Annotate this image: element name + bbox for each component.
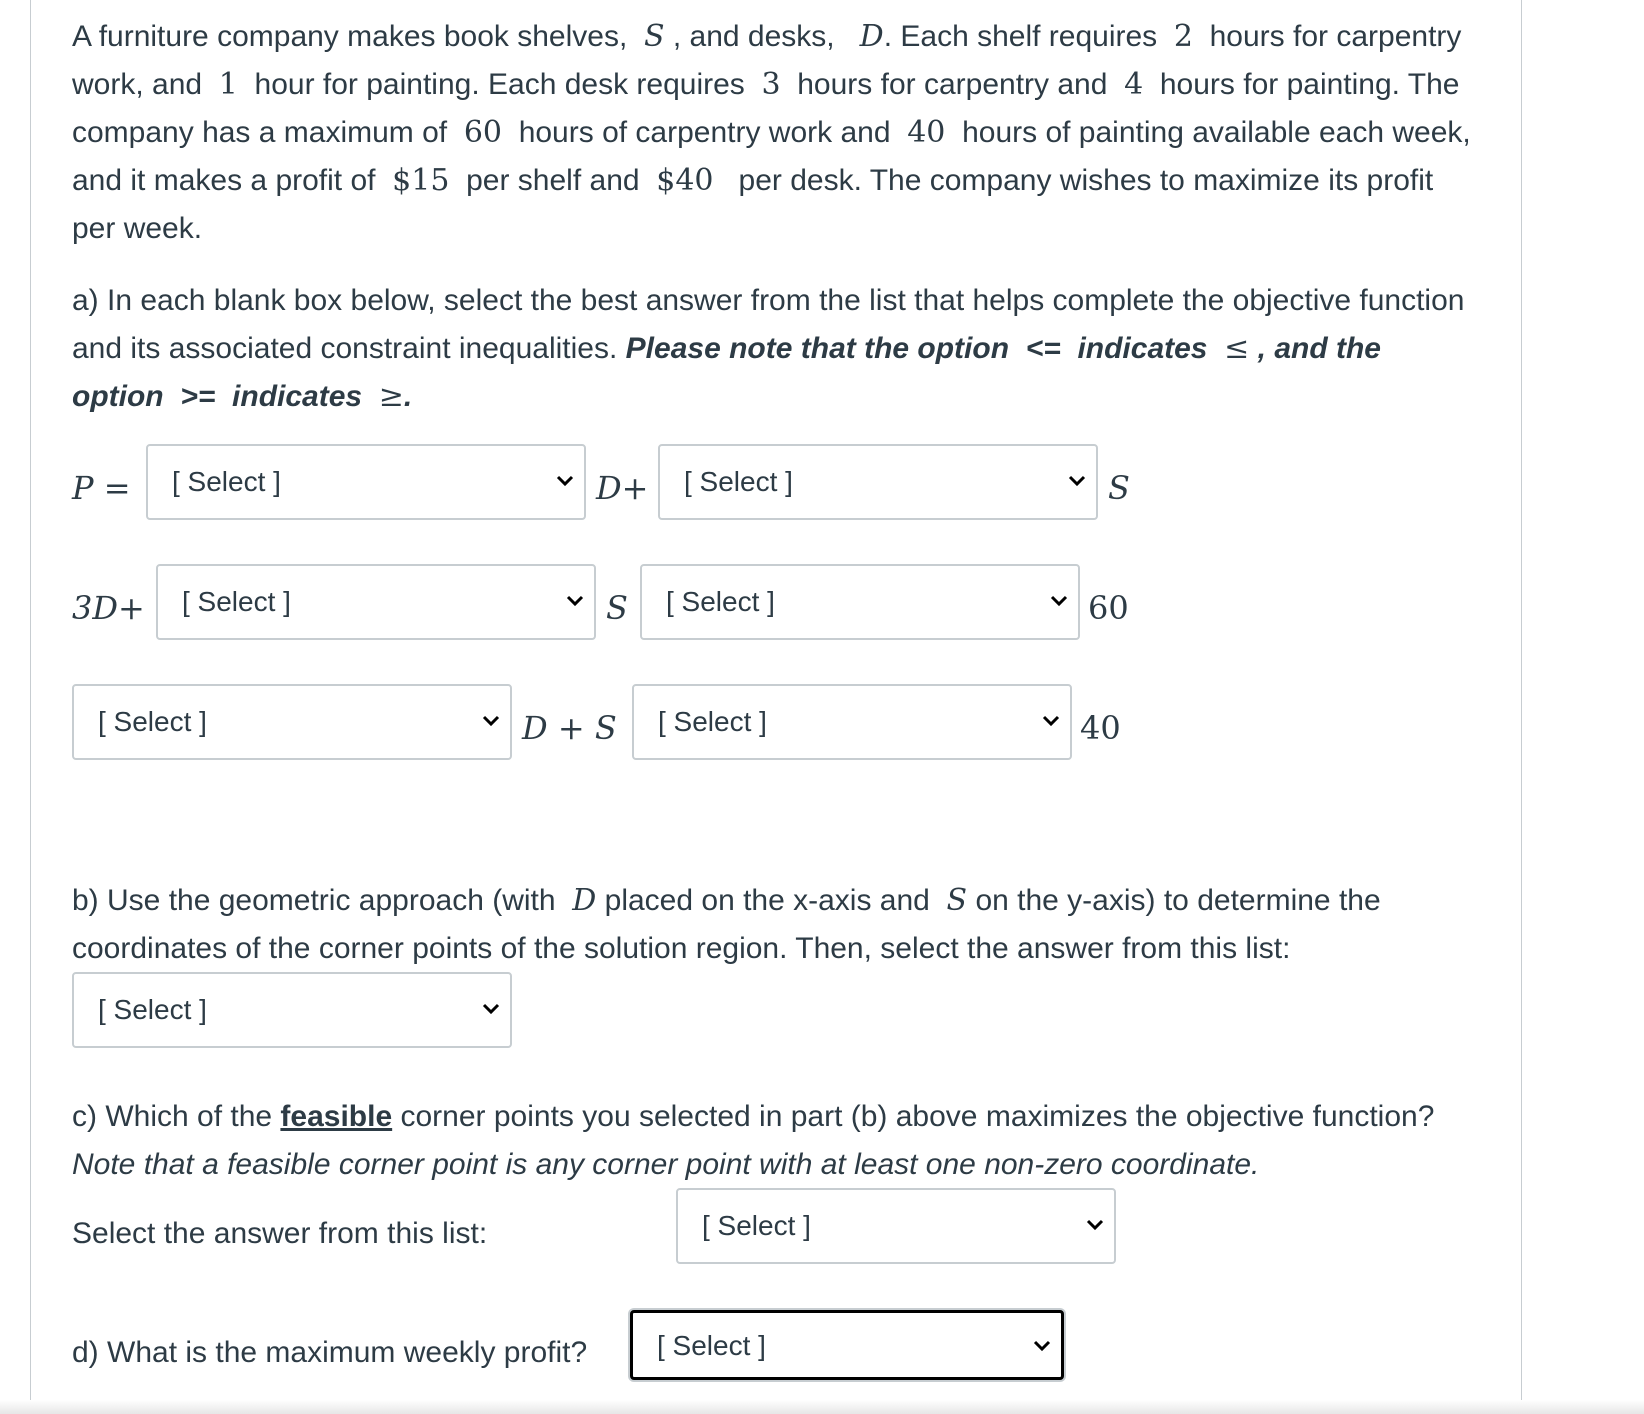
chevron-down-icon: [1086, 1216, 1104, 1234]
maximum-profit-select[interactable]: [ Select ]: [630, 1310, 1064, 1380]
chevron-down-icon: [556, 472, 574, 490]
optimal-point-select[interactable]: [ Select ]: [676, 1188, 1116, 1264]
problem-statement: A furniture company makes book shelves, S , and desks, D. Each shelf requires 2 hours for carpentry work, and 1 hour for painting. Each desk requires 3 hours for carpentry and 4 hours for painting. The company has a maximum of 60 hours of carpentry work and 40 hours of painting available each week, and it makes a profit of $15 per shelf and $40 per desk. The company wishes to maximize its profit per week.: [72, 19, 1471, 245]
part-d-question: d) What is the maximum weekly profit?: [72, 1336, 588, 1369]
painting-rhs: 40: [1080, 709, 1121, 747]
painting-terms: D + S: [522, 709, 617, 747]
corner-points-select[interactable]: [ Select ]: [72, 972, 512, 1048]
chevron-down-icon: [1042, 712, 1060, 730]
part-b-instructions: b) Use the geometric approach (with D placed on the x-axis and S on the y-axis) to determine the coordinates of the corner points of the solution region. Then, select the answer from this list:: [72, 883, 1381, 965]
carpentry-rhs: 60: [1088, 589, 1129, 627]
content-frame-right-border: [1521, 0, 1522, 1414]
carpentry-lhs: 3D+: [72, 589, 145, 627]
objective-lhs: P =: [72, 469, 131, 507]
carpentry-s-coefficient-select[interactable]: [ Select ]: [156, 564, 596, 640]
painting-d-coefficient-select[interactable]: [ Select ]: [72, 684, 512, 760]
chevron-down-icon: [482, 712, 500, 730]
carpentry-s-term: S: [606, 589, 628, 627]
part-a-instructions: a) In each blank box below, select the best answer from the list that helps complete the objective function and its associated constraint inequalities. Please note that the option <= indicates ≤ , and the option >= indicates ≥.: [72, 284, 1465, 414]
painting-inequality-select[interactable]: [ Select ]: [632, 684, 1072, 760]
chevron-down-icon: [1068, 472, 1086, 490]
objective-s-term: S: [1108, 469, 1130, 507]
objective-d-coefficient-select[interactable]: [ Select ]: [146, 444, 586, 520]
carpentry-inequality-select[interactable]: [ Select ]: [640, 564, 1080, 640]
bottom-edge-shade: [0, 1400, 1644, 1414]
part-c-instructions: c) Which of the feasible corner points you selected in part (b) above maximizes the objective function? Note that a feasible corner point is any corner point with at least one non-zero coordinate.: [72, 1100, 1435, 1181]
chevron-down-icon: [1033, 1337, 1051, 1355]
objective-s-coefficient-select[interactable]: [ Select ]: [658, 444, 1098, 520]
part-c-prompt: Select the answer from this list:: [72, 1217, 488, 1250]
content-frame-left-border: [30, 0, 31, 1414]
chevron-down-icon: [566, 592, 584, 610]
objective-d-term: D+: [596, 469, 649, 507]
chevron-down-icon: [1050, 592, 1068, 610]
chevron-down-icon: [482, 1000, 500, 1018]
